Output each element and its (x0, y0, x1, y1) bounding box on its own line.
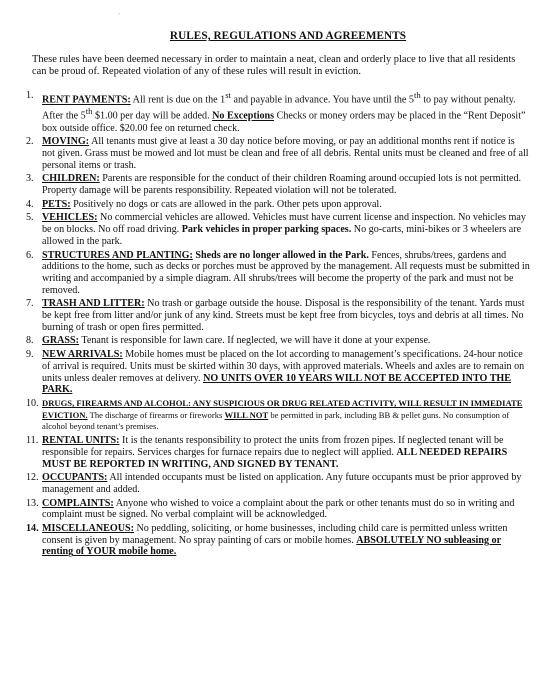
rule-text: No peddling, soliciting, or home businesses, including child care is permitted unless written consent is given by management. No spray painting of cars or mobile homes. (42, 523, 508, 546)
rule-grass (26, 335, 530, 347)
rule-moving (26, 136, 530, 171)
rule-heading: DRUGS, FIREARMS AND ALCOHOL: (42, 398, 191, 408)
rule-text: Fences, shrubs/trees, gardens and additions to the home, such as decks or porches must be approved by the management. All requests must be submitted in writing and accompanied by a simple diagram. All shrubs/trees will become the property of the park and must not be removed. (42, 249, 530, 296)
rule-body (42, 173, 530, 196)
rule-number: 7. (26, 298, 34, 310)
rule-heading: GRASS: (42, 335, 80, 347)
rule-body (42, 435, 530, 470)
rule-rent-payments (26, 90, 530, 134)
rule-emphasis: NO UNITS OVER 10 YEARS WILL NOT BE ACCEPTED INTO THE PARK. (42, 372, 512, 396)
rule-rental-units (26, 435, 530, 470)
rule-body (42, 398, 530, 433)
rule-new-arrivals (26, 349, 530, 396)
rule-emphasis: No Exceptions (212, 110, 275, 122)
rule-emphasis: Sheds are no longer allowed in the Park. (192, 249, 369, 261)
rule-text: The discharge of firearms or fireworks (87, 409, 225, 420)
rule-emphasis: ABSOLUTELY NO subleasing or renting of YOUR mobile home. (42, 534, 502, 558)
rule-emphasis: WILL NOT (224, 409, 269, 420)
rule-number: 2. (26, 136, 34, 148)
page-title: RULES, REGULATIONS AND AGREEMENTS (169, 30, 407, 42)
rule-body (42, 523, 530, 558)
rule-complaints (26, 498, 530, 521)
rules-list (26, 90, 530, 558)
rule-body (42, 349, 530, 396)
rule-heading: RENTAL UNITS: (42, 435, 120, 447)
intro-paragraph: These rules have been deemed necessary in order to maintain a neat, clean and orderly place to live that all residents can be proud of. Repeated violation of any of these rules will result in eviction. (32, 54, 516, 78)
rule-text: No trash or garbage outside the house. Disposal is the responsibility of the tenant. Yards must be kept free from litter and/or junk of any kind. Streets must be kept free from bicycles, toys and debris at all times. No burning of trash or open fires permitted. (42, 298, 525, 333)
rule-number: 11. (26, 435, 39, 447)
ordinal-suffix: th (85, 106, 93, 117)
rule-body (42, 335, 530, 347)
rule-text: and payable in advance. You have until the 5 (230, 94, 414, 106)
ordinal-suffix: th (413, 90, 421, 101)
rule-body (42, 90, 530, 134)
rule-occupants (26, 472, 530, 495)
corner-mark: ´ (118, 14, 120, 20)
rule-body (42, 250, 530, 297)
rule-text: Checks or money orders may be placed in the “Rent Deposit” box outside office. $20.00 fee on returned check. (42, 110, 526, 134)
rule-heading: CHILDREN: (42, 173, 100, 185)
rule-text: Mobile homes must be placed on the lot according to management’s specifications. 24-hour notice of arrival is required. Units must be skirted within 30 days, with approved materials. Wheels and axles are to remain on units unless dealer removes at delivery. (42, 349, 525, 384)
rule-children (26, 173, 530, 196)
rule-body (42, 298, 530, 333)
rule-heading: RENT PAYMENTS: (42, 94, 131, 106)
rule-heading: TRASH AND LITTER: (42, 298, 145, 310)
rule-body (42, 498, 530, 521)
rule-number: 9. (26, 349, 34, 361)
rule-number: 3. (26, 173, 34, 185)
rule-text: to pay without penalty. After the 5 (42, 94, 516, 122)
rule-heading: PETS: (42, 198, 71, 210)
rule-body (42, 136, 530, 171)
rule-number: 8. (26, 335, 34, 347)
rule-number: 4. (26, 198, 34, 210)
rule-text: be permitted in park, including BB & pellet guns. No consumption of alcohol beyond tenant’s premises. (42, 409, 510, 432)
rule-structures-planting (26, 250, 530, 297)
rule-vehicles (26, 212, 530, 247)
rule-text: Tenant is responsible for lawn care. If neglected, we will have it done at your expense. (79, 335, 431, 347)
rule-text: $1.00 per day will be added. (92, 110, 213, 122)
rule-text: Anyone who wished to voice a complaint about the park or other tenants must do so in writing and complaint must be signed. No verbal complaint will be acknowledged. (42, 497, 515, 521)
rule-heading: STRUCTURES AND PLANTING: (42, 249, 193, 261)
rule-number: 13. (26, 497, 39, 509)
rule-number: 5. (26, 212, 34, 224)
rule-body (42, 199, 530, 211)
rule-number: 1. (26, 90, 34, 102)
rule-text: Parents are responsible for the conduct of their children Roaming around occupied lots is not permitted. Property damage will be parents responsibility. Repeated violation will not be tolerated. (42, 173, 522, 197)
rule-text: No go-carts, mini-bikes or 3 wheelers are allowed in the park. (42, 224, 522, 247)
rule-trash-litter (26, 298, 530, 333)
ordinal-suffix: st (225, 90, 231, 101)
rule-text: All rent is due on the 1 (130, 94, 226, 106)
rule-drugs-firearms-alcohol (26, 398, 530, 433)
rule-heading: MOVING: (42, 136, 90, 148)
rule-heading: OCCUPANTS: (42, 472, 108, 484)
rule-text: All intended occupants must be listed on application. Any future occupants must be prior approved by management and added. (42, 472, 522, 495)
rule-heading: NEW ARRIVALS: (42, 349, 123, 361)
rule-emphasis: Park vehicles in proper parking spaces. (181, 224, 352, 236)
rule-body (42, 212, 530, 247)
rule-body (42, 472, 530, 495)
rule-number: 10. (26, 398, 39, 409)
rule-pets (26, 199, 530, 211)
rule-heading: COMPLAINTS: (42, 497, 114, 509)
rule-number: 6. (26, 249, 34, 261)
rule-text: All tenants must give at least a 30 day notice before moving, or pay an additional months rent if notice is not given. Grass must be mowed and lot must be clean and free of all debris. Rental units must be cleaned and free of all personal items or trash. (42, 136, 529, 171)
rule-text: No commercial vehicles are allowed. Vehicles must have current license and inspection. No vehicles may be on blocks. No off road driving. (42, 212, 526, 236)
rule-number: 14. (26, 523, 39, 535)
rule-text: Positively no dogs or cats are allowed in the park. Other pets upon approval. (70, 198, 382, 210)
rule-heading: VEHICLES: (42, 212, 98, 224)
rule-heading: MISCELLANEOUS: (42, 523, 134, 535)
rule-number: 12. (26, 472, 39, 484)
rule-emphasis: ANY SUSPICIOUS OR DRUG RELATED ACTIVITY, WILL RESULT IN IMMEDIATE EVICTION. (42, 398, 523, 420)
rule-text: It is the tenants responsibility to protect the units from frozen pipes. If neglected tenant will be responsible for repairs. Services charges for furnace repairs due to neglect will applied. (42, 435, 504, 458)
rule-miscellaneous (26, 523, 530, 558)
rule-emphasis: ALL NEEDED REPAIRS MUST BE REPORTED IN WRITING, AND SIGNED BY TENANT. (42, 446, 508, 470)
